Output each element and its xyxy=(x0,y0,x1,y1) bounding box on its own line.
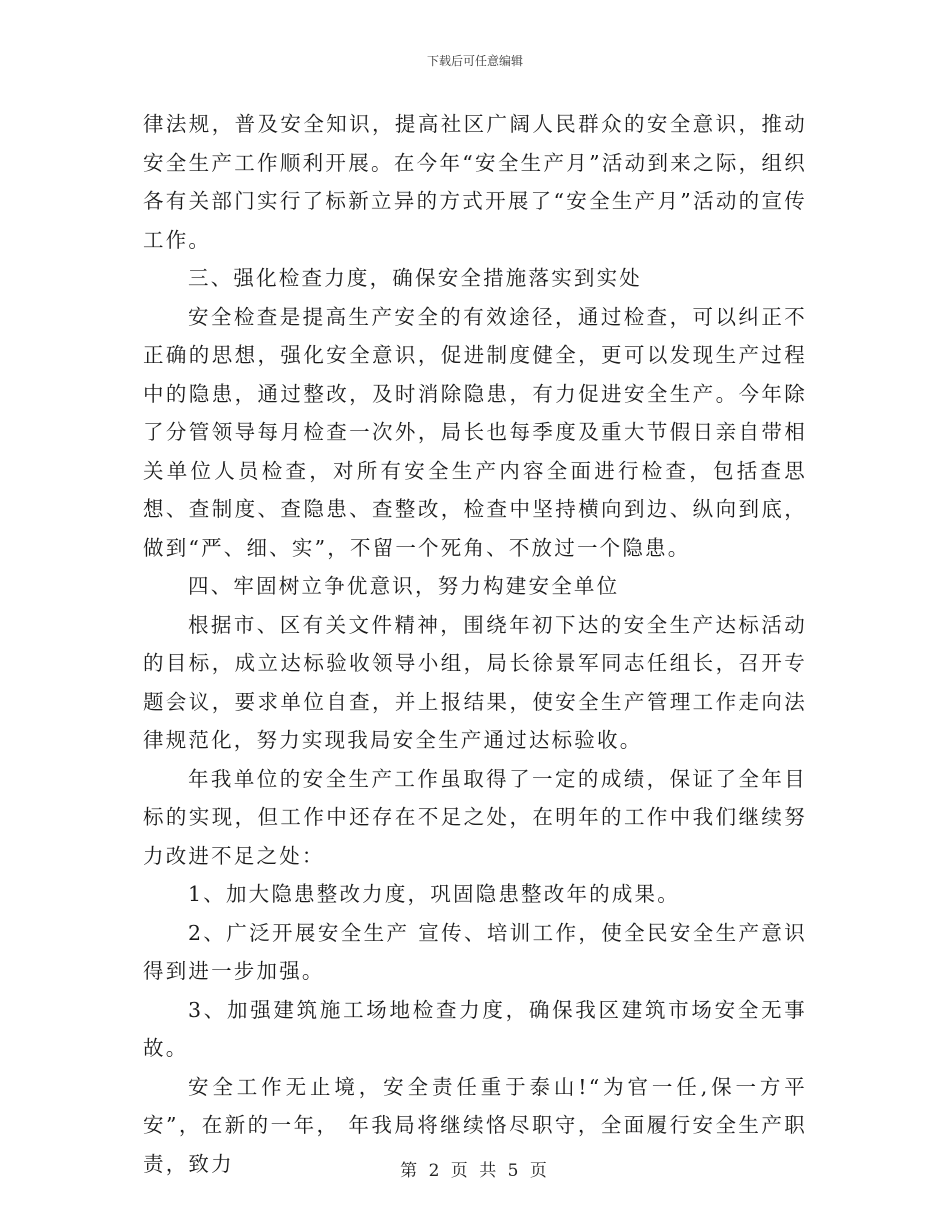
list-item-2: 2、广泛开展安全生产 宣传、培训工作，使全民安全生产意识得到进一步加强。 xyxy=(143,920,807,983)
document-body xyxy=(143,105,807,1183)
list-item-1: 1、加大隐患整改力度，巩固隐患整改年的成果。 xyxy=(188,882,680,906)
list-item-3: 3、加强建筑施工场地检查力度，确保我区建筑市场安全无事故。 xyxy=(143,997,807,1060)
paragraph-inspection: 安全检查是提高生产安全的有效途径，通过检查，可以纠正不正确的思想，强化安全意识，促进制度健全，更可以发现生产过程中的隐患，通过整改，及时消除隐患，有力促进安全生产。今年除了分管领导每月检查一次外，局长也每季度及重大节假日亲自带相关单位人员检查，对所有安全生产内容全面进行检查，包括查思想、查制度、查隐患、查整改，检查中坚持横向到边、纵向到底，做到“严、细、实”，不留一个死角、不放过一个隐患。 xyxy=(143,304,807,560)
paragraph-continuation: 律法规，普及安全知识，提高社区广阔人民群众的安全意识，推动安全生产工作顺利开展。在今年“安全生产月”活动到来之际，组织各有关部门实行了标新立异的方式开展了“安全生产月”活动的宣传工作。 xyxy=(143,112,807,252)
page-header-note: 下载后可任意编辑 xyxy=(426,54,523,68)
paragraph-summary: 年我单位的安全生产工作虽取得了一定的成绩，保证了全年目标的实现，但工作中还存在不足之处，在明年的工作中我们继续努力改进不足之处： xyxy=(143,766,807,868)
page-number: 第 2 页 共 5 页 xyxy=(400,1161,550,1181)
paragraph-standards: 根据市、区有关文件精神，围绕年初下达的安全生产达标活动的目标，成立达标验收领导小组，局长徐景军同志任组长，召开专题会议，要求单位自查，并上报结果，使安全生产管理工作走向法律规范化，努力实现我局安全生产通过达标验收。 xyxy=(143,612,807,752)
paragraph-closing: 安全工作无止境，安全责任重于泰山!“为官一任,保一方平安”，在新的一年， 年我局将继续恪尽职守，全面履行安全生产职责，致力 xyxy=(143,1074,807,1176)
section-heading-4: 四、牢固树立争优意识，努力构建安全单位 xyxy=(188,574,620,598)
section-heading-3: 三、强化检查力度，确保安全措施落实到实处 xyxy=(188,266,642,290)
